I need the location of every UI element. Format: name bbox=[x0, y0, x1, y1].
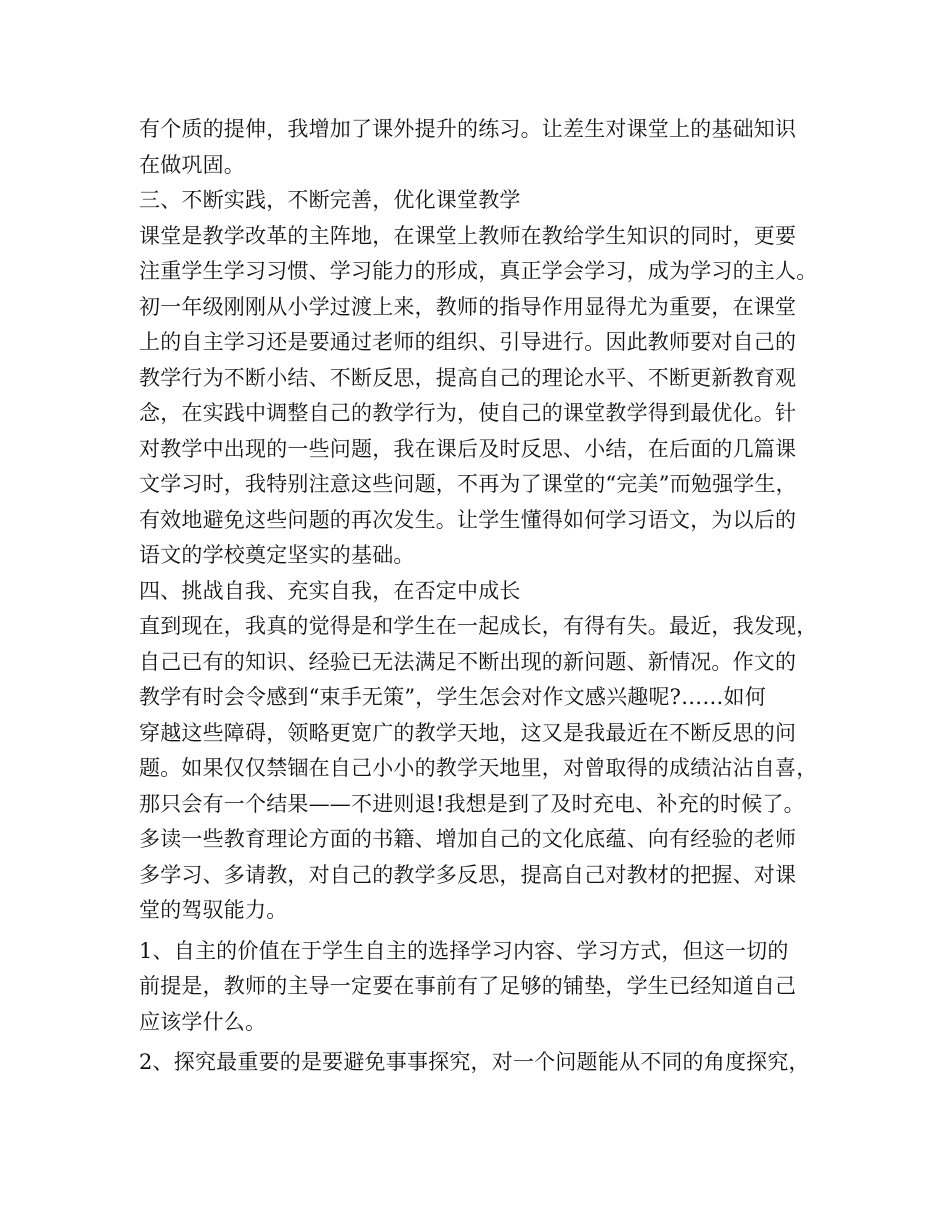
text-line: 课堂是教学改革的主阵地，在课堂上教师在教给学生知识的同时，更要 bbox=[139, 223, 797, 248]
text-line: 文学习时，我特别注意这些问题，不再为了课堂的“完美”而勉强学生， bbox=[139, 472, 797, 496]
text-line: 自己已有的知识、经验已无法满足不断出现的新问题、新情况。作文的 bbox=[139, 649, 797, 674]
text-line: 初一年级刚刚从小学过渡上来，教师的指导作用显得尤为重要，在课堂 bbox=[139, 294, 797, 319]
text-line: 那只会有一个结果——不进则退!我想是到了及时充电、补充的时候了。 bbox=[139, 791, 805, 816]
list-item-1: 1、自主的价值在于学生自主的选择学习内容、学习方式，但这一切的 bbox=[139, 938, 789, 963]
text-line: 语文的学校奠定坚实的基础。 bbox=[139, 543, 415, 567]
body-text bbox=[139, 112, 839, 1081]
text-line: 应该学什么。 bbox=[139, 1009, 267, 1034]
text-line: 堂的驾驭能力。 bbox=[139, 898, 288, 922]
text-line: 有效地避免这些问题的再次发生。让学生懂得如何学习语文，为以后的 bbox=[139, 507, 797, 532]
text-line: 有个质的提伸，我增加了课外提升的练习。让差生对课堂上的基础知识 bbox=[139, 117, 797, 141]
text-line: 多学习、多请教，对自己的教学多反思，提高自己对教材的把握、对课 bbox=[139, 862, 797, 887]
text-line: 教学有时会令感到“束手无策”，学生怎会对作文感兴趣呢?……如何 bbox=[139, 685, 766, 709]
section-heading: 四、挑战自我、充实自我，在否定中成长 bbox=[139, 578, 521, 603]
text-line: 上的自主学习还是要通过老师的组织、引导进行。因此教师要对自己的 bbox=[139, 330, 797, 354]
text-line: 对教学中出现的一些问题，我在课后及时反思、小结，在后面的几篇课 bbox=[139, 436, 797, 461]
text-line: 教学行为不断小结、不断反思，提高自己的理论水平、不断更新教育观 bbox=[139, 365, 797, 390]
section-heading: 三、不断实践，不断完善，优化课堂教学 bbox=[139, 188, 521, 212]
list-item-2: 2、探究最重要的是要避免事事探究，对一个问题能从不同的角度探究， bbox=[139, 1050, 810, 1074]
text-line: 在做巩固。 bbox=[139, 152, 245, 177]
text-line: 直到现在，我真的觉得是和学生在一起成长，有得有失。最近，我发现， bbox=[139, 614, 818, 638]
text-line: 题。如果仅仅禁锢在自己小小的教学天地里，对曾取得的成绩沾沾自喜， bbox=[139, 756, 818, 780]
text-line: 多读一些教育理论方面的书籍、增加自己的文化底蕴、向有经验的老师 bbox=[139, 827, 797, 851]
text-line: 念，在实践中调整自己的教学行为，使自己的课堂教学得到最优化。针 bbox=[139, 401, 797, 425]
text-line: 前提是，教师的主导一定要在事前有了足够的铺垫，学生已经知道自己 bbox=[139, 974, 797, 998]
text-line: 注重学生学习习惯、学习能力的形成，真正学会学习，成为学习的主人。 bbox=[139, 259, 818, 283]
text-line: 穿越这些障碍，领略更宽广的教学天地，这又是我最近在不断反思的问 bbox=[139, 720, 797, 745]
